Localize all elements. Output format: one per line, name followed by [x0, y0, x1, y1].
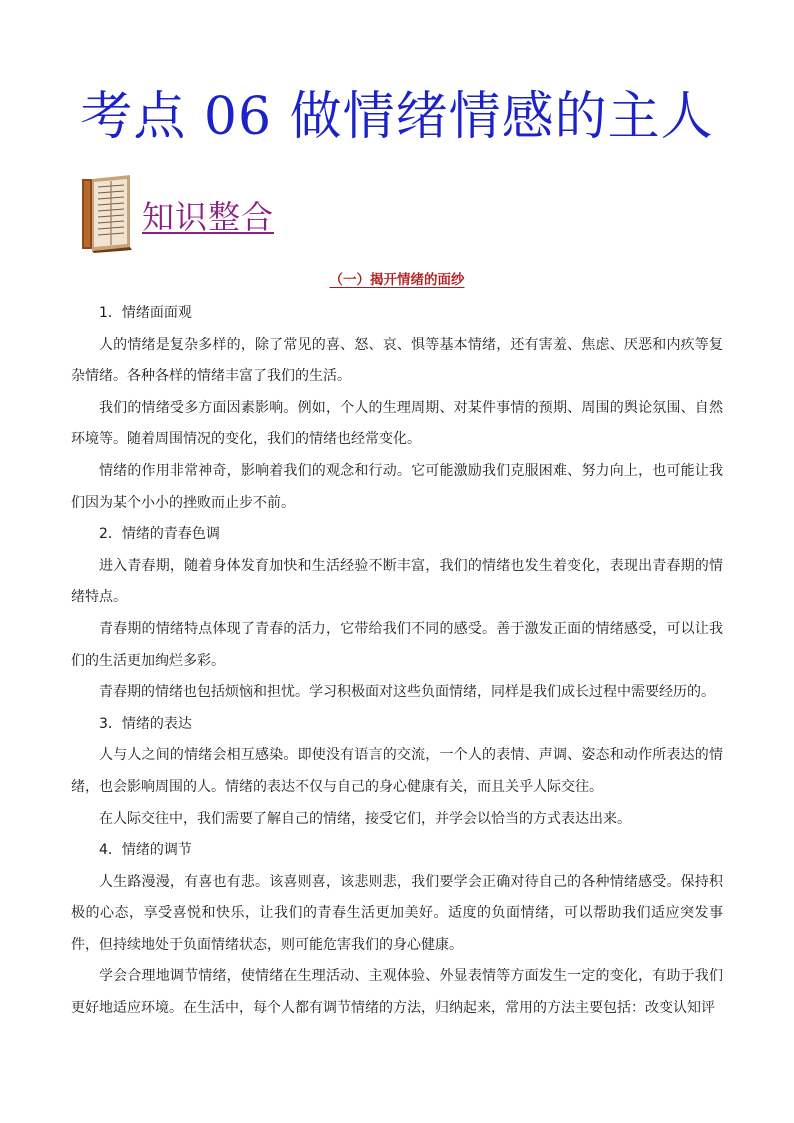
paragraph: 进入青春期，随着身体发育加快和生活经验不断丰富，我们的情绪也发生着变化，表现出青春期的情绪特点。 — [71, 557, 723, 606]
subsection-heading: 2．情绪的青春色调 — [99, 526, 220, 543]
subsection-heading: 1．情绪面面观 — [99, 305, 192, 321]
paragraph: 人与人之间的情绪会相互感染。即使没有语言的交流，一个人的表情、声调、姿态和动作所表达的情绪，也会影响周围的人。情绪的表达不仅与自己的身心健康有关，而且关乎人际交往。 — [71, 747, 723, 795]
paragraph: 我们的情绪受多方面因素影响。例如，个人的生理周期、对某件事情的预期、周围的舆论氛围、自然环境等。随着周围情况的变化，我们的情绪也经常变化。 — [71, 399, 723, 448]
paragraph: 学会合理地调节情绪，使情绪在生理活动、主观体验、外显表情等方面发生一定的变化，有助于我们更好地适应环境。在生活中，每个人都有调节情绪的方法，归纳起来，常用的方法主要包括：改变认知评 — [71, 968, 723, 1017]
badge-label: 知识整合 — [142, 198, 275, 236]
section-heading: （一）揭开情绪的面纱 — [329, 272, 465, 288]
paragraph: 人的情绪是复杂多样的，除了常见的喜、怒、哀、惧等基本情绪，还有害羞、焦虑、厌恶和内疚等复杂情绪。各种各样的情绪丰富了我们的生活。 — [71, 336, 723, 385]
body-content — [71, 298, 723, 1025]
section-badge — [80, 173, 280, 253]
book-icon — [80, 173, 134, 253]
paragraph: 青春期的情绪特点体现了青春的活力，它带给我们不同的感受。善于激发正面的情绪感受，可以让我们的生活更加绚烂多彩。 — [71, 620, 723, 669]
subsection-heading: 4．情绪的调节 — [99, 842, 192, 859]
subsection-heading: 3．情绪的表达 — [99, 715, 192, 732]
paragraph: 人生路漫漫，有喜也有悲。该喜则喜，该悲则悲，我们要学会正确对待自己的各种情绪感受。保持积极的心态，享受喜悦和快乐，让我们的青春生活更加美好。适度的负面情绪，可以帮助我们适应突发事件，但持续地处于负面情绪状态，则可能危害我们的身心健康。 — [71, 873, 723, 953]
page-title: 考点 06 做情绪情感的主人 — [80, 87, 714, 147]
paragraph: 在人际交往中，我们需要了解自己的情绪，接受它们，并学会以恰当的方式表达出来。 — [99, 810, 631, 827]
paragraph: 情绪的作用非常神奇，影响着我们的观念和行动。它可能激励我们克服困难、努力向上，也可能让我们因为某个小小的挫败而止步不前。 — [71, 462, 723, 511]
paragraph: 青春期的情绪也包括烦恼和担忧。学习积极面对这些负面情绪，同样是我们成长过程中需要经历的。 — [99, 684, 715, 701]
